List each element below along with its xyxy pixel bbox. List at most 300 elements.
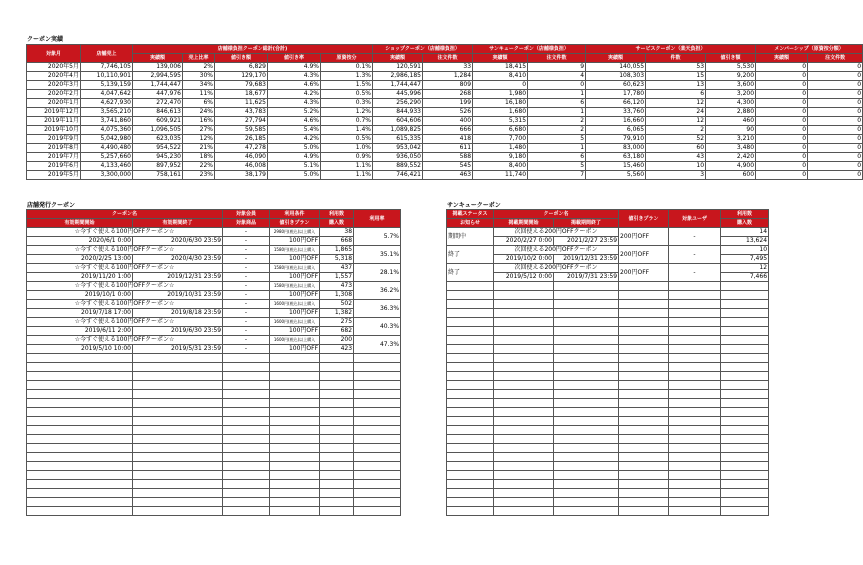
empty-cell (554, 381, 619, 390)
table-cell: 1 (528, 90, 586, 99)
empty-cell (554, 300, 619, 309)
purchases: 423 (320, 345, 354, 354)
empty-cell (494, 453, 554, 462)
empty-cell (354, 435, 401, 444)
empty-cell (721, 471, 769, 480)
table-cell: 0 (756, 162, 808, 171)
table-cell: 30% (183, 72, 215, 81)
empty-cell (223, 489, 270, 498)
table-cell: 2 (528, 117, 586, 126)
table-cell: 666 (423, 126, 473, 135)
table-cell: 758,161 (133, 171, 183, 180)
empty-cell (320, 444, 354, 453)
table-cell: 10,110,901 (81, 72, 133, 81)
table-cell: 256,290 (373, 99, 423, 108)
empty-cell (27, 426, 133, 435)
target-user: - (669, 264, 721, 282)
end-date: 2020/6/30 23:59 (133, 237, 223, 246)
purchases: 7,495 (721, 255, 769, 264)
table-cell: 52 (646, 135, 706, 144)
empty-cell (223, 507, 270, 516)
empty-cell (619, 390, 669, 399)
table-cell: 0 (756, 108, 808, 117)
header-target-member: 対象会員 (223, 210, 270, 219)
empty-cell (133, 426, 223, 435)
empty-cell (494, 417, 554, 426)
empty-cell (494, 426, 554, 435)
empty-cell (270, 381, 320, 390)
table-cell: 23% (183, 171, 215, 180)
table-cell: 21% (183, 144, 215, 153)
empty-row (27, 444, 401, 453)
empty-cell (669, 363, 721, 372)
coupon-row-bottom (447, 273, 769, 282)
empty-cell (447, 354, 494, 363)
empty-cell (270, 426, 320, 435)
empty-cell (27, 381, 133, 390)
table-cell: 5,042,980 (81, 135, 133, 144)
table-cell: 604,606 (373, 117, 423, 126)
empty-cell (270, 372, 320, 381)
discount-plan: 100円OFF (270, 345, 320, 354)
empty-cell (619, 309, 669, 318)
empty-cell (133, 381, 223, 390)
empty-cell (133, 480, 223, 489)
empty-cell (494, 318, 554, 327)
empty-cell (133, 372, 223, 381)
header-col: 注文件数 (528, 54, 586, 63)
table-cell: 18,677 (215, 90, 268, 99)
use-condition: 1600円(税込)以上購入 (270, 318, 320, 327)
purchases: 668 (320, 237, 354, 246)
header-col: 実績額 (373, 54, 423, 63)
empty-cell (447, 444, 494, 453)
table-cell: 11% (183, 90, 215, 99)
empty-cell (320, 363, 354, 372)
empty-row (447, 435, 769, 444)
thanks-coupon-title: サンキュークーポン (447, 202, 501, 209)
empty-cell (669, 327, 721, 336)
table-cell: 90 (706, 126, 756, 135)
table-cell: 24 (646, 108, 706, 117)
end-date: 2020/4/30 23:59 (133, 255, 223, 264)
table-cell: 3 (646, 171, 706, 180)
empty-cell (270, 462, 320, 471)
table-cell: 846,613 (133, 108, 183, 117)
empty-cell (554, 471, 619, 480)
table-cell: 18% (183, 153, 215, 162)
empty-cell (133, 453, 223, 462)
empty-cell (354, 408, 401, 417)
empty-cell (447, 399, 494, 408)
empty-cell (27, 471, 133, 480)
table-cell: 0 (808, 63, 863, 72)
empty-cell (133, 462, 223, 471)
table-cell: 1,096,505 (133, 126, 183, 135)
table-cell: 2,986,185 (373, 72, 423, 81)
coupon-row-top (447, 246, 769, 255)
empty-cell (354, 462, 401, 471)
empty-cell (494, 507, 554, 516)
target-product: - (223, 309, 270, 318)
empty-cell (354, 453, 401, 462)
empty-cell (721, 309, 769, 318)
empty-cell (447, 372, 494, 381)
empty-cell (27, 372, 133, 381)
empty-cell (619, 435, 669, 444)
table-cell: 3,741,860 (81, 117, 133, 126)
coupon-name: ☆今すぐ使える100円OFFクーポン☆ (27, 318, 223, 327)
empty-cell (447, 291, 494, 300)
empty-cell (721, 363, 769, 372)
table-cell: 0 (808, 162, 863, 171)
table-cell: 746,421 (373, 171, 423, 180)
empty-cell (669, 318, 721, 327)
purchases: 13,624 (721, 237, 769, 246)
empty-row (447, 444, 769, 453)
empty-cell (354, 399, 401, 408)
empty-cell (494, 381, 554, 390)
empty-cell (320, 462, 354, 471)
empty-cell (619, 327, 669, 336)
empty-cell (554, 318, 619, 327)
table-cell: 27,794 (215, 117, 268, 126)
table-cell: 46,008 (215, 162, 268, 171)
discount-plan: 100円OFF (270, 309, 320, 318)
empty-cell (721, 507, 769, 516)
end-date: 2019/12/31 23:59 (133, 273, 223, 282)
use-rate: 40.3% (354, 318, 401, 336)
empty-cell (320, 507, 354, 516)
empty-cell (669, 345, 721, 354)
table-cell: 463 (423, 171, 473, 180)
table-cell: 4.3% (268, 99, 321, 108)
table-cell: 268 (423, 90, 473, 99)
table-row (27, 63, 863, 72)
empty-cell (721, 408, 769, 417)
use-rate: 35.1% (354, 246, 401, 264)
table-cell: 0 (808, 135, 863, 144)
empty-row (27, 399, 401, 408)
table-cell: 6% (183, 99, 215, 108)
header-col: 件数 (646, 54, 706, 63)
empty-cell (721, 462, 769, 471)
empty-cell (133, 354, 223, 363)
discount-plan: 200円OFF (619, 246, 669, 264)
table-row (27, 108, 863, 117)
empty-cell (619, 381, 669, 390)
empty-cell (669, 372, 721, 381)
empty-cell (270, 390, 320, 399)
coupon-row-top (27, 336, 401, 345)
empty-row (27, 354, 401, 363)
table-cell: 16% (183, 117, 215, 126)
header-rate: 利用率 (354, 210, 401, 228)
table-cell: 83,000 (586, 144, 646, 153)
table-cell: 0 (808, 72, 863, 81)
empty-cell (721, 390, 769, 399)
use-rate: 5.7% (354, 228, 401, 246)
empty-cell (223, 462, 270, 471)
empty-cell (320, 435, 354, 444)
uses: 437 (320, 264, 354, 273)
status: 終了 (447, 264, 494, 282)
use-rate: 36.2% (354, 282, 401, 300)
empty-cell (494, 471, 554, 480)
target-product: - (223, 273, 270, 282)
empty-cell (223, 408, 270, 417)
thanks-coupon-table (446, 209, 769, 516)
table-cell: 2020年5月 (27, 63, 81, 72)
empty-cell (270, 471, 320, 480)
header-uses: 利用数 (721, 210, 769, 219)
empty-cell (721, 291, 769, 300)
empty-cell (494, 444, 554, 453)
empty-cell (554, 327, 619, 336)
empty-cell (320, 426, 354, 435)
empty-cell (447, 417, 494, 426)
empty-cell (669, 390, 721, 399)
table-row (27, 99, 863, 108)
status: 期間中 (447, 228, 494, 246)
empty-cell (447, 327, 494, 336)
table-cell: 4,900 (706, 162, 756, 171)
table-cell: 79,910 (586, 135, 646, 144)
empty-cell (721, 336, 769, 345)
empty-cell (721, 300, 769, 309)
target-member: - (223, 228, 270, 237)
table-cell: 2 (646, 126, 706, 135)
table-cell: 12 (646, 99, 706, 108)
empty-cell (320, 390, 354, 399)
empty-cell (721, 480, 769, 489)
discount-plan: 100円OFF (270, 327, 320, 336)
purchases: 5,318 (320, 255, 354, 264)
empty-cell (721, 453, 769, 462)
start-date: 2019/10/2 0:00 (494, 255, 554, 264)
table-cell: 0 (756, 72, 808, 81)
end-date: 2019/7/31 23:59 (554, 273, 619, 282)
empty-cell (133, 390, 223, 399)
table-cell: 12% (183, 135, 215, 144)
coupon-row-bottom (447, 255, 769, 264)
table-cell: 0 (756, 126, 808, 135)
empty-cell (554, 408, 619, 417)
empty-cell (494, 363, 554, 372)
header-col: 注文件数 (423, 54, 473, 63)
empty-row (27, 498, 401, 507)
uses: 275 (320, 318, 354, 327)
empty-cell (619, 300, 669, 309)
uses: 12 (721, 264, 769, 273)
table-cell: 33 (423, 63, 473, 72)
end-date: 2019/8/18 23:59 (133, 309, 223, 318)
empty-cell (270, 363, 320, 372)
table-cell: 0.3% (321, 99, 373, 108)
table-cell: 3,480 (706, 144, 756, 153)
empty-cell (270, 498, 320, 507)
empty-row (447, 318, 769, 327)
table-cell: 2019年10月 (27, 126, 81, 135)
table-cell: 2,420 (706, 153, 756, 162)
empty-cell (133, 489, 223, 498)
header-month: 対象月 (27, 45, 81, 63)
uses: 502 (320, 300, 354, 309)
discount-plan: 100円OFF (270, 273, 320, 282)
header-col: 値引き率 (268, 54, 321, 63)
empty-cell (320, 408, 354, 417)
table-cell: 4,627,930 (81, 99, 133, 108)
use-rate: 47.3% (354, 336, 401, 354)
empty-cell (27, 408, 133, 417)
uses: 1,865 (320, 246, 354, 255)
empty-cell (669, 417, 721, 426)
table-cell: 3,300,000 (81, 171, 133, 180)
header-end: 掲載期間終了 (554, 219, 619, 228)
table-cell: 0.5% (321, 135, 373, 144)
empty-cell (27, 363, 133, 372)
use-condition: 1600円(税込)以上購入 (270, 300, 320, 309)
table-cell: 615,335 (373, 135, 423, 144)
header-notice: お知らせ (447, 219, 494, 228)
table-cell: 2020年3月 (27, 81, 81, 90)
header-col: 実績額 (586, 54, 646, 63)
empty-cell (669, 426, 721, 435)
table-cell: 8,400 (473, 162, 528, 171)
empty-cell (554, 390, 619, 399)
table-cell: 4.9% (268, 153, 321, 162)
table-cell: 5,315 (473, 117, 528, 126)
header-start: 有効期間開始 (27, 219, 133, 228)
table-cell: 623,035 (133, 135, 183, 144)
table-cell: 0 (756, 144, 808, 153)
table-cell: 1.4% (321, 126, 373, 135)
empty-row (27, 453, 401, 462)
header-purchases: 購入数 (320, 219, 354, 228)
table-cell: 22% (183, 162, 215, 171)
table-cell: 0 (756, 153, 808, 162)
coupon-row-bottom (27, 273, 401, 282)
table-cell: 79,683 (215, 81, 268, 90)
header-plan: 値引きプラン (270, 219, 320, 228)
empty-row (27, 471, 401, 480)
use-rate: 28.1% (354, 264, 401, 282)
empty-cell (721, 435, 769, 444)
table-cell: 0 (756, 117, 808, 126)
empty-cell (554, 426, 619, 435)
status: 終了 (447, 246, 494, 264)
table-cell: 1,980 (473, 90, 528, 99)
empty-row (447, 480, 769, 489)
table-row (27, 117, 863, 126)
table-cell: 4.6% (268, 117, 321, 126)
table-cell: 4.6% (268, 81, 321, 90)
empty-cell (494, 372, 554, 381)
empty-cell (669, 282, 721, 291)
empty-cell (354, 390, 401, 399)
table-cell: 4,047,642 (81, 90, 133, 99)
table-row (27, 171, 863, 180)
store-coupon-title: 店舗発行クーポン (27, 202, 76, 209)
table-cell: 0 (808, 153, 863, 162)
table-cell: 889,552 (373, 162, 423, 171)
empty-cell (619, 480, 669, 489)
empty-cell (619, 318, 669, 327)
empty-cell (554, 462, 619, 471)
uses: 10 (721, 246, 769, 255)
table-cell: 1 (528, 108, 586, 117)
table-cell: 38,179 (215, 171, 268, 180)
empty-cell (320, 480, 354, 489)
empty-cell (447, 471, 494, 480)
empty-row (27, 417, 401, 426)
table-cell: 1.0% (321, 144, 373, 153)
table-cell: 16,180 (473, 99, 528, 108)
empty-cell (554, 435, 619, 444)
table-cell: 418 (423, 135, 473, 144)
table-cell: 2019年9月 (27, 135, 81, 144)
start-date: 2019/11/20 1:00 (27, 273, 133, 282)
group-header-membership: メンバーシップ（原資按分額） (756, 45, 863, 54)
empty-cell (320, 354, 354, 363)
empty-cell (223, 399, 270, 408)
table-cell: 5 (528, 162, 586, 171)
target-member: - (223, 246, 270, 255)
empty-cell (133, 507, 223, 516)
empty-cell (669, 300, 721, 309)
table-cell: 953,042 (373, 144, 423, 153)
start-date: 2020/6/1 0:00 (27, 237, 133, 246)
coupon-row-top (27, 264, 401, 273)
empty-cell (270, 507, 320, 516)
empty-row (447, 309, 769, 318)
empty-cell (320, 453, 354, 462)
empty-cell (554, 489, 619, 498)
table-cell: 447,976 (133, 90, 183, 99)
table-cell: 0.7% (321, 117, 373, 126)
header-status: 掲載ステータス (447, 210, 494, 219)
coupon-row-top (27, 246, 401, 255)
empty-cell (494, 300, 554, 309)
table-cell: 13 (646, 81, 706, 90)
table-cell: 600 (706, 171, 756, 180)
table-cell: 0 (808, 99, 863, 108)
table-cell: 9,180 (473, 153, 528, 162)
empty-cell (354, 498, 401, 507)
empty-cell (27, 444, 133, 453)
uses: 14 (721, 228, 769, 237)
table-cell: 60 (646, 144, 706, 153)
empty-cell (447, 318, 494, 327)
discount-plan: 200円OFF (619, 228, 669, 246)
empty-cell (354, 363, 401, 372)
table-cell: 7 (528, 171, 586, 180)
empty-cell (223, 381, 270, 390)
empty-row (447, 462, 769, 471)
empty-cell (223, 435, 270, 444)
empty-cell (494, 282, 554, 291)
empty-cell (223, 453, 270, 462)
end-date: 2019/6/30 23:59 (133, 327, 223, 336)
empty-row (27, 363, 401, 372)
empty-cell (554, 480, 619, 489)
start-date: 2020/2/27 0:00 (494, 237, 554, 246)
empty-cell (721, 489, 769, 498)
purchases: 1,557 (320, 273, 354, 282)
empty-cell (270, 480, 320, 489)
empty-row (447, 327, 769, 336)
empty-cell (354, 471, 401, 480)
